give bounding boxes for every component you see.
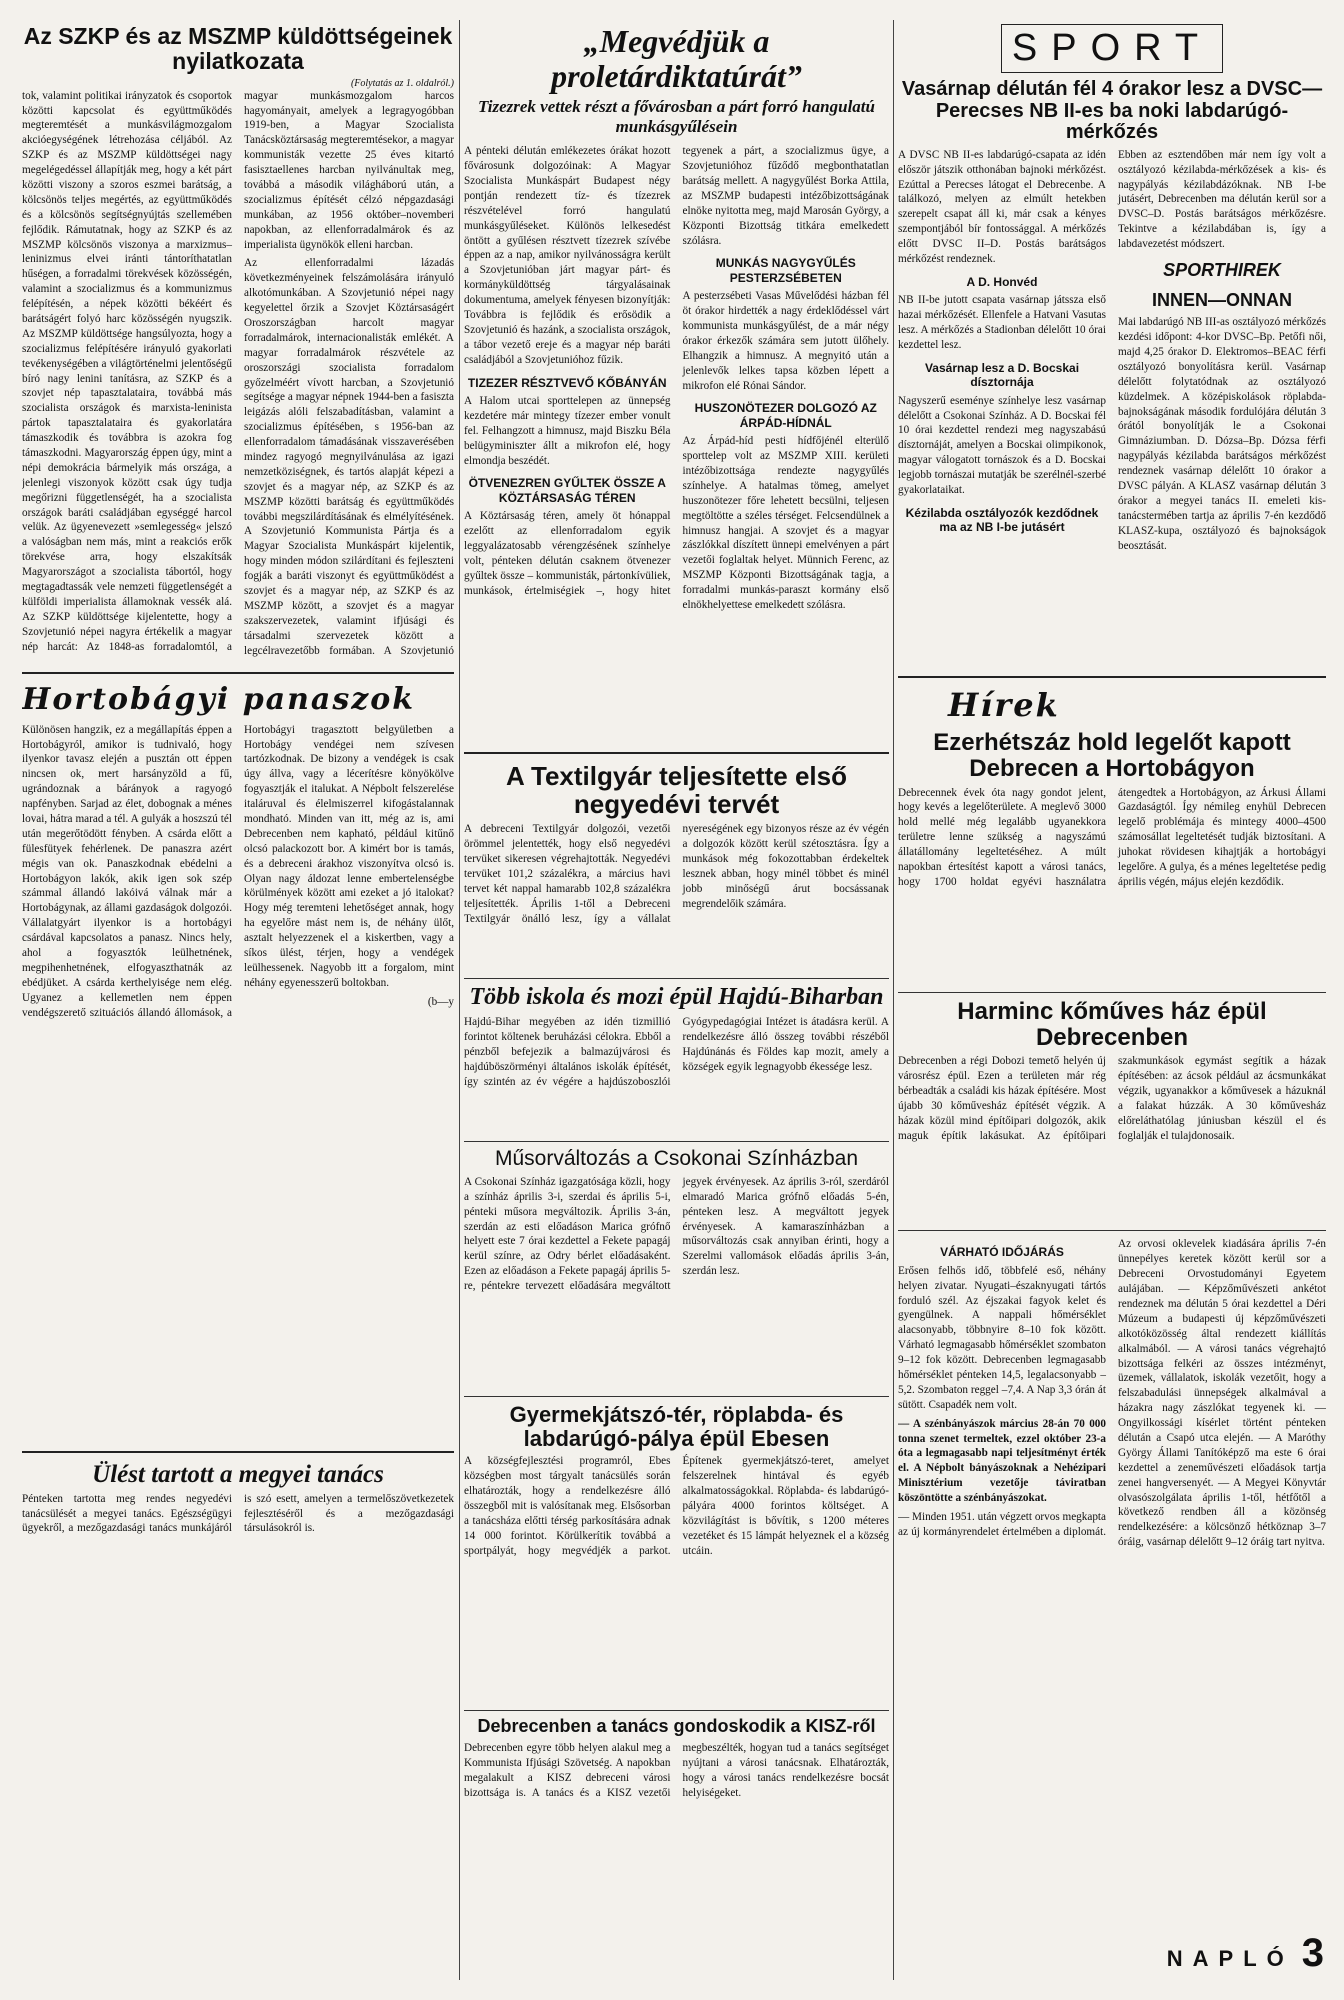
section-heading: Vasárnap lesz a D. Bocskai dísztornája xyxy=(924,360,1080,390)
masthead-name: NAPLÓ xyxy=(1166,1946,1294,1971)
continued-note: (Folytatás az 1. oldalról.) xyxy=(350,77,454,89)
article-subtitle: Tizezrek vettek részt a fővárosban a párt forró hangulatú munkásgyűlésein xyxy=(477,97,875,136)
article-body xyxy=(898,786,1326,986)
article-title: Gyermekjátszó-tér, röplabda- és labdarúgó-pálya épül Ebesen xyxy=(509,1401,844,1451)
article-body xyxy=(22,723,454,1443)
article-text: Mai labdarúgó NB III-as osztályozó mérkőzés kezdési időpont: 4-kor DVSC–Bp. Petőfi női, majd 4,25 órakor D. Elektromos–BEAC férfi osztályozó bonyolításra kerül. Vasárnap délelőtt folytatódnak az osztályozó küzdelmek. A középiskolások röplabda-bajnokságának második fordulójára délután 3 órától bonyolítják le a Csokonai Gimnáziumban. D. Dózsa–Bp. Dózsa férfi nagypályás kézilabda barátságos mérkőzést rendeznek vasárnap délelőtt 10 órakor a DVSC pályán. A KLASZ vasárnap délután 3 órakor a megyei tanács II. emeleti kis-tanácstermében tartja az április 7-én kezdődő KLASZ-kupa, osztályozó és bajnokságok beosztását. xyxy=(1118,316,1326,552)
page-footer xyxy=(1167,1931,1324,1976)
section-heading: HUSZONÖTEZER DOLGOZÓ AZ ÁRPÁD-HÍDNÁL xyxy=(694,401,877,430)
article-text: Különösen hangzik, ez a megállapítás éppen a Hortobágyról, amikor is tudnivaló, hogy ilyenkor tavasz elején a pusztán ott éppen nincsen ok, mert harsányzöld a fű, ugrándoznak a bárányok a ragyogó napfényben. Sarjad az élet, dobognak a ménes lovai, hátra marad a tél. A gulyák a hoszszú tél után megerőtödött fényben. A csárda előtt a fülesfütyek fehérlenek. De panaszra azért mégis van ok. Panaszkodnak ebédelni a Hortobágyon lakók, akik igen sok szép számmal állandó lakóivá válnak már a Hortobágynak, az állami gazdaságok dolgozói. Vállalatgyárt ilyenkor is a hortobágyi csárdával kapcsolatos a panasz. Nincs hely, ahol a fogyasztók leülhetnének, megpihenhetnének, elfogyaszthatnák az ebédjüket. A csárda kerthelyisége nem elég. Ugyanez a kellemetlen nem éppen vendégszerető szituációs állandó állomások, a Hortobágyi tragasztott belgyületben a Hortobágy vendégei nem szívesen tartózkodnak. De bizony a vendégek is csak úgy állva, vagy a lécerítésre könyökölve fogyasztják el italukat. A Népbolt felszerelése italáruval és élelmiszerrel kifogástalannak mondható. Minden van itt, még az is, ami Debrecenben nem kapható, például kitűnő olcsó palackozott bor. A kimért bor is tamás, és a debreceni árakhoz viszonyítva olcsó is. Olyan nagy áldozat lenne embertelenségbe körülmények között ami ezeket a jó italokat? Hogy még teremteni lehetőséget annak, hogy ha egyelőre mást nem is, de néhány ülőt, asztalt helyezzenek el a kiskertben, vagy a síkos ülést, térjen, hogy a vendégek leülhessenek. Nagyobb itt a forgalom, mint néhány egyenesszerű boltokban. xyxy=(22,723,454,1019)
section-label: Hírek xyxy=(948,685,1060,724)
article-text: Debrecennek évek óta nagy gondot jelent, hogy kevés a legelőterülete. A meglevő 3000 hold mellé még legalább ugyanekkora területre lenne szükség a nagyszámú állatállomány legeltetéséhez. A múlt napokban értesítést kapott a városi tanács, hogy 1700 holdat egyévi használatra átengedtek a Hortobágyon, az Árkusi Állami Gazdaságtól. Így némileg enyhül Debrecen legelő problémája és mintegy 4000–4500 számosállat legeltetését tudják biztosítani. A juhokat rövidesen kihajtják a hortobágyi legelőre. A gulya, és a ménes legeltetése pedig április végén, május elején kezdődik. xyxy=(898,786,1326,888)
article-body xyxy=(464,822,889,972)
article-text: Debrecenben egyre több helyen alakul meg a Kommunista Ifjúsági Szövetség. A napokban megalakult a KISZ debreceni városi bizottsága is. A tanács és a KISZ vezetői megbeszélték, hogyan tud a tanács segítséget nyújtani a városi tanácsnak. Elhatározták, hogy a városi tanács rendelkezésre bocsát helyiségeket. xyxy=(464,1741,889,1799)
article-text: A községfejlesztési programról, Ebes községben most tárgyalt tanácsülés során elhatározták, hogy a rendelkezésre álló összegből mit is valósítanak meg. Elsősorban a tanácsháza előtti térség parkosítására adnak 14 000 forintot. Körülkerítik továbbá a sportpályát, hogy megvédjék a parkot. Építenek gyermekjátszó-teret, amelyet felszerelnek hintával és egyéb alkalmatosságokkal. Röplabda- és labdarúgó-pályára 4000 forintos költséget. A közvilágítást is bővítik, s 1200 méteres vezetéket és 15 lámpát helyeznek el a község utcáin. xyxy=(464,1455,889,1557)
article-title: Műsorváltozás a Csokonai Színházban xyxy=(494,1147,859,1171)
divider xyxy=(464,1710,889,1711)
section-heading: MUNKÁS NAGYGYŰLÉS PESTERZSÉBETEN xyxy=(715,256,856,285)
section-label: SPORT xyxy=(1001,24,1223,73)
section-heading: VÁRHATÓ IDŐJÁRÁS xyxy=(940,1245,1064,1260)
article-text: NB II-be jutott csapata vasárnap játssza első hazai mérkőzését. Ellenfele a Hatvani Vasutas lesz. A mérkőzés a Stadionban délelőtt 10 órai kezdettel lesz. xyxy=(898,294,1106,351)
article-text: A Csokonai Színház igazgatósága közli, hogy a színház április 3-i, szerdai és április 5-i, pénteki műsora megváltozik. Április 3-án, szerdán az esti előadáson Marica grófnő helyett este 7 órai kezdettel a Fekete papagáj kerül színre, az Odry bérlet előadásaként. Ezen az előadáson a Fekete papagáj április 5-re, péntekre tervezett előadására megváltott jegyek érvényesek. Az április 3-ról, szerdáról elmaradó Marica grófnő előadás 5-én, pénteken lesz. A megváltott jegyek érvényesek. A kamaraszínházban a műsorváltozás csak annyiban érinti, hogy a Szerelmi vallomások előadás április 3-án, szerdán lesz. xyxy=(464,1175,889,1293)
divider xyxy=(898,1230,1326,1231)
article-text: A Halom utcai sporttelepen az ünnepség kezdetére már mintegy tízezer ember vonult fel. Felhangzott a himnusz, majd Biszku Béla belügyminiszter állt a mikrofon elé, hogy elmondja beszédét. xyxy=(464,394,671,467)
divider xyxy=(464,1141,889,1142)
section-heading: A D. Honvéd xyxy=(966,274,1038,289)
article-text: — A szénbányászok március 28-án 70 000 tonna szenet termeltek, ezzel október 23-a óta a legmagasabb napi teljesítményt érték el. A Népbolt bányászoknak a Nehézipari Minisztérium vezetője táviratban köszöntötte a szénbányászokat. xyxy=(898,1417,1106,1505)
author-sign: (b—y xyxy=(427,995,454,1008)
article-body xyxy=(22,1492,454,1602)
sport-header xyxy=(898,24,1326,73)
article-title: Hortobágyi panaszok xyxy=(22,681,416,717)
article-title: Ezerhétszáz hold legelőt kapott Debrecen a Hortobágyon xyxy=(933,728,1291,782)
article-title: Vasárnap délután fél 4 órakor lesz a DVSC—Perecses NB II-es ba noki labdarúgó-mérkőzés xyxy=(901,78,1323,144)
divider xyxy=(464,752,889,754)
article-body xyxy=(464,1454,889,1704)
article-title: Az SZKP és az MSZMP küldöttségeinek nyilatkozata xyxy=(23,23,453,74)
article-body xyxy=(464,1175,889,1390)
article-text: Ebben az esztendőben már nem így volt a osztályozó kézilabda-mérkőzések a kis- és nagypályás kézilabdázóknak. NB I-be jutásért, Debrecenben ma délután kerül sor a DVSC–D. Postás barátságos mérkőzésre. Tekintve a kézilabdában is, így a labdavezetést módszert. xyxy=(1118,148,1326,251)
article-text: — Minden 1951. után végzett orvos megkapta az új kormányrendelet értelmében a diplomát. Az orvosi oklevelek kiadására április 7-én ünnepélyes keretek között kerül sor a Debreceni Orvostudományi Egyetem aulájában. — Képzőművészeti ankétot rendeznek ma délután 5 órai kezdettel a Déri Múzeum a budapesti új képzőművészeti alkotóközösség által rendezett kiállítás alkalmából. — A városi tanács végrehajtó bizottsága felkéri az összes intézményt, üzemek, vállalatok, iskolák vezetőit, hogy a felszabadulási ünnepségek alkalmával a házakra nagy zászlókat tegyenek ki. — Ongyilkossági kísérlet történt pénteken délután a Csapó utca elején. — A Maróthy György Állami Tanítóképző ma este 6 órai kezdettel a zeneművészeti előadások tartja zenei hangversenyét. — A Megyei Könyvtár olvasószolgálata április 1-től, hétfőtől a következő rendben áll a közönség rendelkezésére: a kölcsönző hétköznap 3–7 óráig, vasárnap délelőtt 9–12 óráig tart nyitva. xyxy=(898,1238,1326,1549)
divider xyxy=(898,992,1326,993)
article-text: Az ellenforradalmi lázadás következményeinek felszámolására irányuló alkotómunkában. A Szovjetunió népei nagy kegyelettel őrzik a Szovjet Köztársaságért Oroszországban harcolt magyar forradalmárok, internacionalisták emlékét. A magyar forradalmárok részvétele az oroszországi szocialista forradalom győzelméért vívott harcban, a Szovjetunió segítsége a magyar népnek 1944-ben a fasiszta leigázás alóli felszabadításban, valamint a szocializmus építésében, s 1956-ban az ellenforradalom támadásának visszaverésében mindez ragyogó megnyilvánulása az igazi nemzetköziségnek, és tartós alapját képezi a szovjet és a magyar nép, az SZKP és az MSZMP közötti barátság és együttműködés további megszilárdításának és elmélyítésének. A Szovjetunió Kommunista Pártja és a Magyar Szocialista Munkáspárt kijelentik, hogy minden módon szilárdítani és fejleszteni fogják a baráti viszonyt és együttműködést a szovjet és a magyar nép, az SZKP és az MSZMP között, a szovjet és a magyar szakszervezetek, valamint ifjúsági és társadalmi szervezetek között a legcélravezetőbb formában. A Szovjetunió xyxy=(244,257,454,657)
article-title: Debrecenben a tanács gondoskodik a KISZ-ről xyxy=(477,1716,876,1737)
section-heading: ÖTVENEZREN GYŰLTEK ÖSSZE A KÖZTÁRSASÁG TÉREN xyxy=(468,476,666,505)
divider xyxy=(898,676,1326,678)
column-left xyxy=(22,18,454,1990)
article-text: tok, valamint politikai irányzatok és csoportok közötti kapcsolat és együttműködés megteremtését a munkásvilágmozgalom akcióegységének létrehozása céljából. Az SZKP és az MSZMP küldöttségei nagy megelégedéssel állapítják meg, hogy a két párt közötti viszony a szoros eszmei barátság, a kölcsönös teljes megértés, az együttműködés és a kölcsönös segítségnyújtás szellemében fejlődik. Rámutatnak, hogy az SZKP és az MSZMP kölcsönös viszonya a marxizmus–leninizmus elvei iránti tántoríthatatlan hűségen, a forradalmi törekvések közösségén, valamint a szocializmus és a kommunizmus felépítésén, a népek közötti békéért és barátságért folyó harc közösségén nyugszik. Az MSZMP küldöttsége hangsúlyozta, hogy a szocializmus felépítésére irányuló gyakorlati tevékenységében a világtörténelmi jelentőségű bíró nagy lenini tanításra, az SZKP és a szovjet nép tapasztalataira, továbbá más szocialista országok és marxista-leninista pártok tapasztalataira és gyakorlatára támaszkodik és továbbra is azokra fog támaszkodni. Magyarország éppen úgy, mint a népi demokrácia bármelyik más országa, a jelenlegi viszonyok között csak úgy tudja megőrizni függetlenségét, ha a szocialista országok baráti családjában egységgé harcol velük. Az ügyenevezett »semlegesség« jelszó a valóságban nem más, mint a reakciós erők törekvése arra, hogy elszakítsák Magyarországot a szocialista tábortól, hogy megtagadtassák vele nemzeti függetlenségét a külföldi imperialista államoknak vessék alá. Az SZKP küldöttsége kijelentette, hogy a Szovjetunió népei nagyra értékelik a magyar nép harcát: Az 1848-as forradalomtól, a magyar munkásmozgalom harcos hagyományait, amelyek a legragyogóbban 1919-ben, a Magyar Szocialista Tanácsköztársaság megteremtésekor, a magyar kommunisták vezette 25 éves kitartó fasisztaellenes harcban nyilvánultak meg, továbbá a második világháború után, a szocializmus építését célzó népgazdasági munkában, az 1956 október–novemberi napokban, az ellenforradalmárok és az imperialista ügynökök elleni harcban. xyxy=(22,89,454,653)
column-rule xyxy=(893,20,894,1980)
section-heading: SPORTHIREK xyxy=(1163,260,1281,281)
divider xyxy=(464,1396,889,1397)
article-body xyxy=(464,1741,889,1851)
section-heading: INNEN—ONNAN xyxy=(1151,289,1292,310)
article-title: „Megvédjük a proletárdiktatúrát” xyxy=(551,23,802,94)
column-middle xyxy=(464,18,889,1990)
article-body xyxy=(464,144,889,744)
column-right xyxy=(898,18,1326,1990)
article-title: Ülést tartott a megyei tanács xyxy=(92,1460,384,1488)
article-body xyxy=(464,1015,889,1135)
article-text: A pénteki délután emlékezetes órákat hozott fővárosunk dolgozóinak: A Magyar Szocialista Munkáspárt Budapest négy pontján rendezett tíz- és tízezrek részvételével forró hangulatú munkásgyűléseket. Különös lelkesedést öntött a gyűlésen résztvett tízezrek szívébe éppen az a nap, amikor nyilvánosságra került a Szovjetunióban járt magyar párt- és kormányküldöttség tárgyalásainak dokumentuma, amelyek fényesen bizonyítják: Továbbra is fejlődik és erősödik a Szovjetunió és hazánk, a szocialista országok, a tábor vezető ereje és a magyar nép baráti családjából a Szovjetunióhoz fűzik. xyxy=(464,145,671,366)
article-title: A Textilgyár teljesítette első negyedévi tervét xyxy=(505,761,847,820)
page-number: 3 xyxy=(1301,1931,1324,1975)
article-text: A debreceni Textilgyár dolgozói, vezetői örömmel jelentették, hogy első negyedévi tervüket sikeresen végrehajtották. Negyedévi tervüket 101,2 százalékra, a március havi tervet két nappal hamarabb 102,8 százalékra teljesítették. Április 1-től a Debreceni Textilgyár önálló lesz, így a vállalat nyereségének egy bizonyos része az év végén a dolgozók között kerül szétosztásra. Így a munkások még fokozottabban érdekeltek lesznek abban, hogy minél többet és minél jobb minőségű árut bocsássanak megrendelőik számára. xyxy=(464,823,889,925)
column-rule xyxy=(459,20,460,1980)
article-text: Hajdú-Bihar megyében az idén tizmillió forintot költenek beruházási célokra. Ebből a pénzből befejezik a balmazújvárosi és hajdúböszörményi általános iskolák építését, így szintén az év végére a hajdúszoboszlói Gyógypedagógiai Intézet is átadásra kerül. A rendelkezésre álló összeg további részéből Hajdúnánás és Földes kap mozit, amely a községek egyik legnagyobb ékessége lesz. xyxy=(464,1016,889,1088)
article-text: Nagyszerű eseménye színhelye lesz vasárnap délelőtt a Csokonai Színház. A D. Bocskai fél 10 órai kezdettel rendezi meg nagyszabású dísztornáját, amelyen a Bocskai olimpikonok, magyar válogatott tornászok és a D. Bocskai legjobb tornászai mutatják be szerélnél-szerbé gyakorlataikat. xyxy=(898,394,1106,496)
article-text: Pénteken tartotta meg rendes negyedévi tanácsülését a megyei tanács. Egészségügyi ügyekről, a mezőgazdasági tanács munkájáról is szó esett, amelyen a termelőszövetkezetek fejlesztéséről és a mezőgazdasági társulásokról is. xyxy=(22,1492,454,1535)
section-heading: Kézilabda osztályozók kezdődnek ma az NB I-be jutásért xyxy=(905,505,1099,535)
article-title: Több iskola és mozi épül Hajdú-Biharban xyxy=(469,984,884,1011)
article-body xyxy=(22,89,454,664)
article-text: Erősen felhős idő, többfelé eső, néhány helyen zivatar. Nyugati–északnyugati tártós forduló szél. Az éjszakai fagyok kelet és gyengülnek. A nappali hőmérséklet alacsonyabb, többnyire 8–10 fok között. Várható legmagasabb hőmérséklet szombaton 9–12 fok között. Debrecenben legmagasabb hőmérséklet pénteken 14,5, legalacsonyabb –5,2. Szombaton reggel –7,4. A Nap 3,3 órán át sütött. Csapadék nem volt. xyxy=(898,1264,1106,1411)
article-text: Debrecenben a régi Dobozi temető helyén új városrész épül. Ezen a területen már rég bérbeadták a családi kis házak építésére. Most újabb 30 kőművesház építését végzik. A házak közül mind építőipari dolgozók, akik maguk építik lakásukat. Az építőipari szakmunkások egymást segítik a házak építésében: az ácsok például az ácsmunkákat végzik, ugyanakkor a kőművesek a házuknál a falakat húzzák. A 30 kőművesház előreláthatólag júniusban készül el és foglalják el tulajdonosaik. xyxy=(898,1055,1326,1142)
news-briefs xyxy=(898,1237,1326,1822)
divider xyxy=(22,1451,454,1453)
article-text: A pesterzsébeti Vasas Művelődési házban fél öt órakor hirdették a nagy érdeklődéssel várt kommunista munkásgyűlést, de a már négy órakor érkezők számára sem jutott ülőhely. Elhangzik a himnusz. A megnyitó után a jelenlevők lelkes tapsa közben lépett a mikrofon elé Rónai Sándor. xyxy=(682,290,889,392)
article-text: A Köztársaság téren, amely öt hónappal ezelőtt az ellenforradalom egyik leggyalázatosabb vérengzésének színhelye volt, pénteken délután csaknem ötvenezer gyűltek össze – kommunisták, pártonkívüliek, munkások, értelmiségiek –, hogy hitet tegyenek a párt, a szocializmus ügye, a Szovjetunióhoz fűződő megbonthatatlan barátság mellett. A nagygyűlést Borka Attila, az MSZMP budapesti intézőbizottságának elnöke nyitotta meg, majd Marosán György, a Központi Bizottság titkára emelkedett szólásra. xyxy=(464,145,889,597)
article-text: A DVSC NB II-es labdarúgó-csapata az idén először játszik otthonában bajnoki mérkőzést. Ezúttal a Perecses látogat el Debrecenbe. A találkozó, melyen az elmúlt hetekben szerepelt csapat áll ki, már csak a kényes szempontjából bír fontossággal. A mérkőzés előtt DVSC II–D. Postás barátságos mérkőzést rendeznek. xyxy=(898,148,1106,266)
article-body xyxy=(898,148,1326,668)
section-heading: TIZEZER RÉSZTVEVŐ KŐBÁNYÁN xyxy=(467,375,667,390)
divider xyxy=(22,672,454,674)
article-body xyxy=(898,1054,1326,1224)
divider xyxy=(464,978,889,979)
article-title: Harminc kőműves ház épül Debrecenben xyxy=(957,997,1267,1051)
article-text: Az Árpád-híd pesti hídfőjénél elterülő sporttelep volt az MSZMP XIII. kerületi intézőbizottsága rendezte nagygyűlés színhelye. A hatalmas tömeg, amelyet huszonötezer főre lehetett becsülni, teljesen megtöltötte a széles térséget. Felcsendülnek a himnusz hangjai. A szovjet és a magyar zászlókkal díszített ünnepi emelvényen a párt vezetői foglaltak helyet. Münnich Ferenc, az MSZMP Központi Bizottságának tagja, a forradalmi munkás-paraszt kormány első elnökhelyettese emelkedett szólásra. xyxy=(682,435,889,612)
